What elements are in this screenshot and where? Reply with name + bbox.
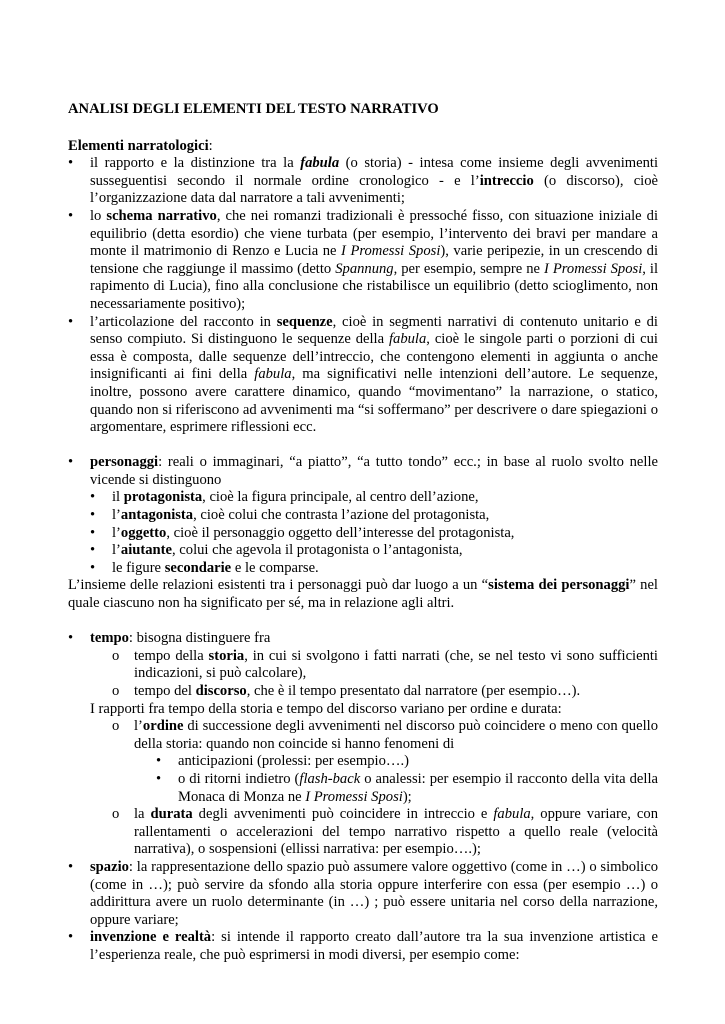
- sub-sub-item-anticipazioni: [68, 753, 658, 771]
- text-run: , per esempio, sempre ne: [393, 260, 545, 277]
- paragraph-rapporti: I rapporti fra tempo della storia e tempo del discorso variano per ordine e durata:: [90, 700, 562, 717]
- text-run: L’insieme delle relazioni esistenti tra i personaggi può dar luogo a un “: [68, 577, 489, 594]
- text-run: , cioè il personaggio oggetto dell’interesse del protagonista,: [166, 524, 515, 541]
- spacer: [68, 613, 658, 631]
- spacer: [68, 437, 658, 455]
- text-run: il rapporto e la distinzione tra la: [90, 155, 301, 172]
- text-run: (o discorso), cioè l’organizzazione data dal narratore a tali avvenimenti;: [90, 172, 658, 207]
- circle-bullet-icon: o: [112, 718, 120, 735]
- text-run: );: [402, 788, 412, 805]
- list-item-schema-narrativo: [68, 208, 658, 314]
- term-spannung: Spannung: [335, 260, 394, 277]
- sub-sub-item-ritorni: [68, 771, 658, 806]
- list-item-tempo: [68, 630, 658, 648]
- circle-bullet-icon: o: [112, 806, 120, 823]
- term-sistema-personaggi: sistema dei personaggi: [488, 577, 630, 594]
- text-run: , ma significativi nelle intenzioni dell’autore. Le sequenze, inoltre, possono avere carattere dinamico, quando “movimentano” la narrazione, o statico, quando non si riferiscono ad avvenimenti ma “si soffermano” per descrivere o dare spiegazioni o argomentare, esprimere riflessioni ecc.: [90, 366, 659, 436]
- sub-item-secondarie: [68, 560, 658, 578]
- section-heading-text: Elementi narratologici: [68, 137, 209, 154]
- text-run: degli avvenimenti può coincidere in intreccio e: [192, 806, 494, 823]
- text-run: di successione degli avvenimenti nel discorso può coincidere o meno con quello della storia: quando non coincide si hanno fenomeni di: [134, 718, 658, 752]
- bullet-icon: •: [68, 454, 74, 471]
- text-run: , cioè le singole parti o porzioni di cui essa è composta, dalle sequenze dell’intreccio, che contengono elementi in aggiunta o anche insignificanti ai fini della: [90, 331, 658, 383]
- text-run: : la rappresentazione dello spazio può assumere valore oggettivo (come in …) o simbolico (come in …); può servire da sfondo alla storia oppure interferire con essa (per esempio …) o addirittura avere un ruolo determinante (in …) ; può essere unitaria nel corso della narrazione, oppure variare;: [90, 858, 658, 928]
- term-secondarie: secondarie: [164, 559, 232, 576]
- list-item-personaggi: [68, 454, 658, 489]
- text-run: : bisogna distinguere fra: [128, 630, 271, 647]
- bullet-icon: •: [68, 207, 74, 224]
- sub-item-tempo-discorso: [68, 683, 658, 701]
- list-item-sequenze: [68, 314, 658, 437]
- bullet-icon: •: [90, 507, 96, 524]
- bullet-icon: •: [68, 155, 74, 172]
- term-discorso: discorso: [195, 683, 247, 699]
- bullet-icon: •: [68, 929, 74, 946]
- bullet-icon: •: [156, 770, 162, 787]
- term-fabula: fabula: [388, 331, 427, 348]
- term-fabula: fabula: [300, 155, 340, 172]
- term-fabula: fabula: [254, 366, 292, 383]
- text-run: ), varie peripezie, in un crescendo di tensione che raggiunge il massimo (detto: [90, 243, 658, 277]
- text-run: ” nel quale ciascuno non ha significato per sé, ma in relazione agli altri.: [68, 577, 658, 612]
- text-run: , colui che agevola il protagonista o l’antagonista,: [172, 542, 463, 559]
- document-page: [68, 101, 658, 965]
- sub-item-tempo-storia: [68, 648, 658, 683]
- book-title: I Promessi Sposi: [544, 260, 643, 277]
- term-fabula: fabula: [493, 806, 531, 823]
- text-run: : reali o immaginari, “a piatto”, “a tutto tondo” ecc.; in base al ruolo svolto nelle vicende si distinguono: [90, 454, 658, 488]
- text-run: o di ritorni indietro (: [178, 770, 300, 787]
- paragraph-sistema-personaggi: [68, 577, 658, 612]
- book-title: I Promessi Sposi: [341, 243, 441, 260]
- bullet-icon: •: [156, 753, 162, 770]
- term-personaggi: personaggi: [90, 454, 159, 471]
- text-run: l’articolazione del racconto in: [90, 313, 277, 330]
- document-title: ANALISI DEGLI ELEMENTI DEL TESTO NARRATIVO: [68, 101, 439, 117]
- list-item-fabula: [68, 155, 658, 208]
- text-run: o analessi: per esempio il racconto della vita della Monaca di Monza ne: [178, 770, 658, 805]
- sub-item-aiutante: [68, 542, 658, 560]
- term-durata: durata: [150, 806, 193, 823]
- circle-bullet-icon: o: [112, 683, 120, 699]
- list-item-invenzione: [68, 929, 658, 964]
- text-run: , cioè in segmenti narrativi di contenuto unitario e di senso compiuto. Si distinguono le sequenze della: [90, 313, 658, 348]
- term-intreccio: intreccio: [479, 172, 534, 189]
- text-run: , che nei romanzi tradizionali è pressoché fisso, con situazione iniziale di equilibrio (detta esordio) che viene turbata (per esempio, l’intervento dei bravi per mandare a monte il matrimonio di Renzo e Lucia ne: [90, 207, 659, 260]
- text-run: tempo della: [134, 647, 209, 664]
- sub-item-antagonista: [68, 507, 658, 525]
- text-run: e le comparse.: [231, 559, 319, 576]
- section-heading: [68, 138, 658, 156]
- text-run: , in cui si svolgono i fatti narrati (che, se nel testo vi sono sufficienti indicazioni, si può calcolare),: [134, 647, 658, 682]
- list-item-spazio: [68, 859, 658, 929]
- book-title: I Promessi Sposi: [305, 788, 403, 805]
- text-run: le figure: [112, 559, 165, 576]
- text-run: , oppure variare, con rallentamenti o accelerazioni del tempo narrativo rispetto a quello reale (velocità narrativa), o sospensioni (ellissi narrativa: per esempio….);: [134, 806, 659, 858]
- term-schema-narrativo: schema narrativo: [106, 207, 217, 224]
- sub-item-durata: [68, 806, 658, 859]
- text-run: lo: [90, 207, 107, 224]
- bullet-icon: •: [90, 542, 96, 559]
- bullet-icon: •: [68, 630, 74, 647]
- bullet-icon: •: [90, 524, 96, 541]
- text-run: l’: [112, 542, 121, 559]
- text-run: tempo del: [134, 683, 196, 699]
- sub-item-oggetto: [68, 525, 658, 543]
- bullet-icon: •: [68, 858, 74, 875]
- text-run: : si intende il rapporto creato dall’autore tra la sua invenzione artistica e l’esperienza reale, che può esprimersi in modi diversi, per esempio come:: [90, 929, 658, 963]
- text-run: (o storia) - intesa come insieme degli avvenimenti susseguentisi secondo il normale ordine cronologico - e l’: [90, 155, 659, 189]
- text-run: , cioè colui che contrasta l’azione del protagonista,: [193, 507, 490, 524]
- text-run: , il rapimento di Lucia), fino alla conclusione che ristabilisce un equilibrio (detto scioglimento, non necessariamente positivo);: [90, 260, 659, 312]
- term-invenzione-realta: invenzione e realtà: [90, 929, 212, 946]
- term-oggetto: oggetto: [120, 524, 167, 541]
- bullet-icon: •: [90, 489, 96, 506]
- term-aiutante: aiutante: [120, 542, 172, 559]
- term-tempo: tempo: [90, 630, 129, 647]
- term-protagonista: protagonista: [123, 489, 203, 506]
- bullet-icon: •: [90, 559, 96, 576]
- circle-bullet-icon: o: [112, 647, 120, 664]
- sub-item-protagonista: [68, 489, 658, 507]
- term-antagonista: antagonista: [120, 507, 194, 524]
- term-ordine: ordine: [142, 718, 184, 735]
- term-flash-back: flash-back: [299, 770, 361, 787]
- text-run: l’: [134, 718, 143, 735]
- text-run: il: [112, 489, 124, 506]
- term-storia: storia: [208, 647, 245, 664]
- text-run: l’: [112, 507, 121, 524]
- section-heading-colon: :: [208, 137, 213, 154]
- term-sequenze: sequenze: [276, 313, 333, 330]
- text-run: l’: [112, 524, 121, 541]
- text-run: , cioè la figura principale, al centro dell’azione,: [202, 489, 479, 506]
- text-run: , che è il tempo presentato dal narratore (per esempio…).: [246, 683, 581, 699]
- sub-item-ordine: [68, 718, 658, 753]
- bullet-icon: •: [68, 313, 74, 330]
- text-run: la: [134, 806, 151, 823]
- text-run: anticipazioni (prolessi: per esempio….): [178, 753, 409, 770]
- term-spazio: spazio: [90, 858, 129, 875]
